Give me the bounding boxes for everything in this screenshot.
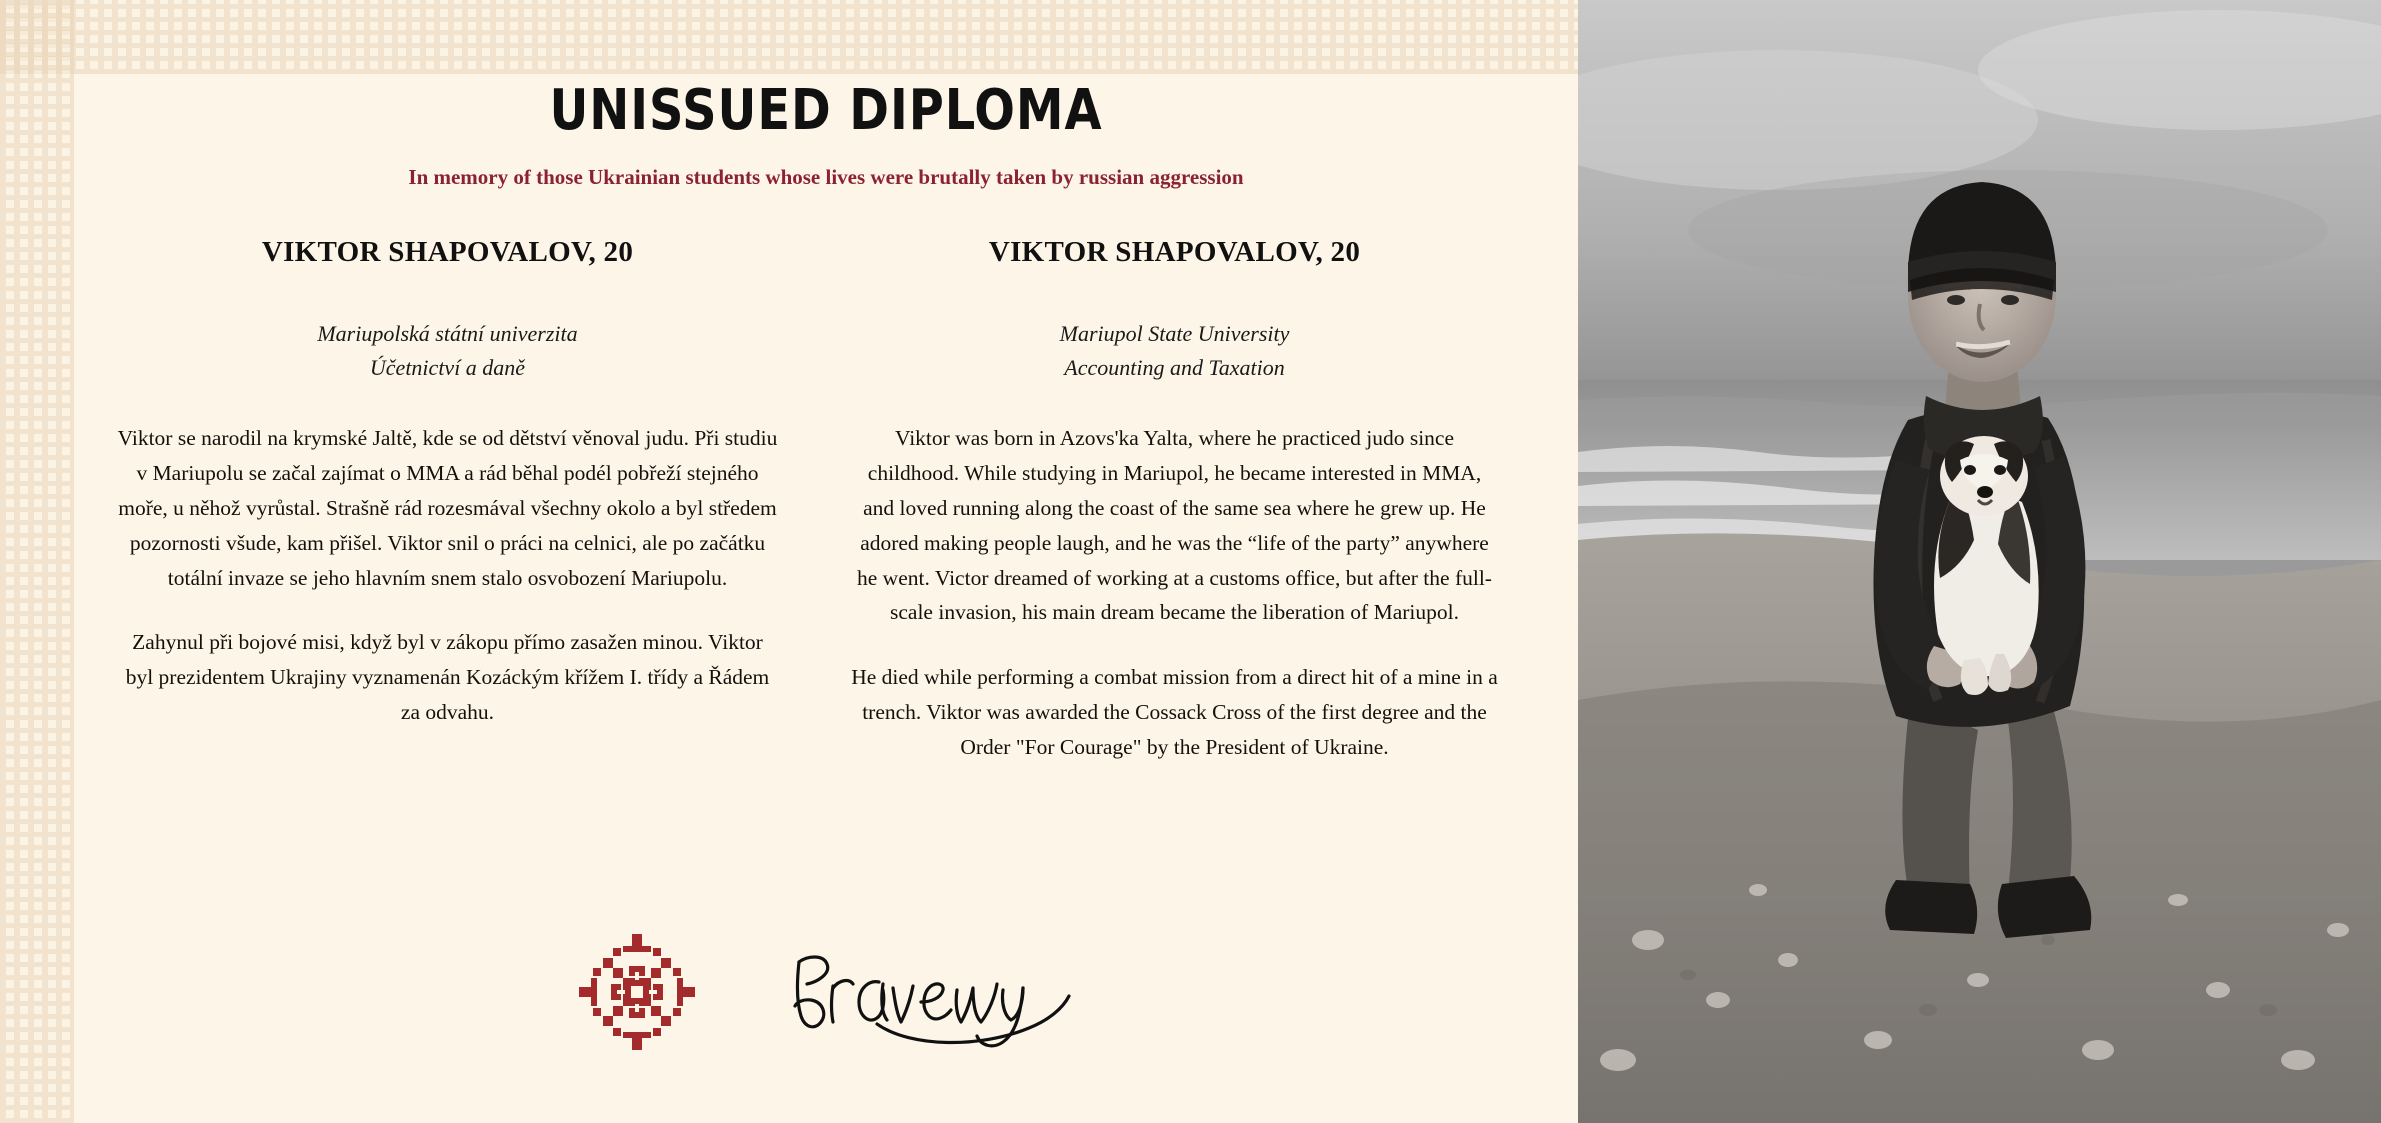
page-title: UNISSUED DIPLOMA — [549, 78, 1103, 143]
university-cs: Mariupolská státní univerzita — [317, 321, 578, 346]
memorial-photo — [1578, 0, 2381, 1123]
column-english — [811, 236, 1538, 765]
biography-paragraph-en-1: Viktor was born in Azovs'ka Yalta, where he practiced judo since childhood. While studying in Mariupol, he became interested in MMA, and loved running along the coast of the same sea where he grew up. He adored making people laugh, and he was the “life of the party” anywhere he went. Victor dreamed of working at a customs office, but after the full-scale invasion, his main dream became the liberation of Mariupol. — [857, 426, 1492, 625]
bilingual-columns — [74, 236, 1578, 765]
major-en: Accounting and Taxation — [1064, 355, 1285, 381]
ornamental-border-left — [0, 0, 74, 1123]
page-subtitle: In memory of those Ukrainian students whose lives were brutally taken by russian aggression — [408, 165, 1244, 189]
signature-bravery — [781, 932, 1081, 1052]
footer — [74, 897, 1578, 1087]
biography-paragraph-cs-1: Viktor se narodil na krymské Jaltě, kde se od dětství věnoval judu. Při studiu v Mariupolu se začal zajímat o MMA a rád běhal podél pobřeží stejného moře, u něhož vyrůstal. Strašně rád rozesmával všechny okolo a byl středem pozornosti všude, kam přišel. Viktor snil o práci na celnici, ale po začátku totální invaze se jeho hlavním snem stalo osvobození Mariupolu. — [117, 426, 778, 590]
biography-paragraph-cs-2: Zahynul při bojové misi, když byl v zákopu přímo zasažen minou. Viktor byl prezidentem Ukrajiny vyznamenán Kozáckým křížem I. třídy a Řádem za odvahu. — [125, 630, 770, 724]
major-cs: Účetnictví a daně — [369, 355, 526, 381]
person-name-en: VIKTOR SHAPOVALOV, 20 — [988, 236, 1361, 268]
biography-paragraph-en-2: He died while performing a combat mission from a direct hit of a mine in a trench. Viktor was awarded the Cossack Cross of the first degree and the Order "For Courage" by the President of Ukraine. — [851, 665, 1498, 759]
person-name-cs: VIKTOR SHAPOVALOV, 20 — [261, 236, 634, 268]
column-czech — [84, 236, 811, 765]
embroidery-emblem-icon — [571, 926, 703, 1058]
university-en: Mariupol State University — [1059, 321, 1290, 346]
